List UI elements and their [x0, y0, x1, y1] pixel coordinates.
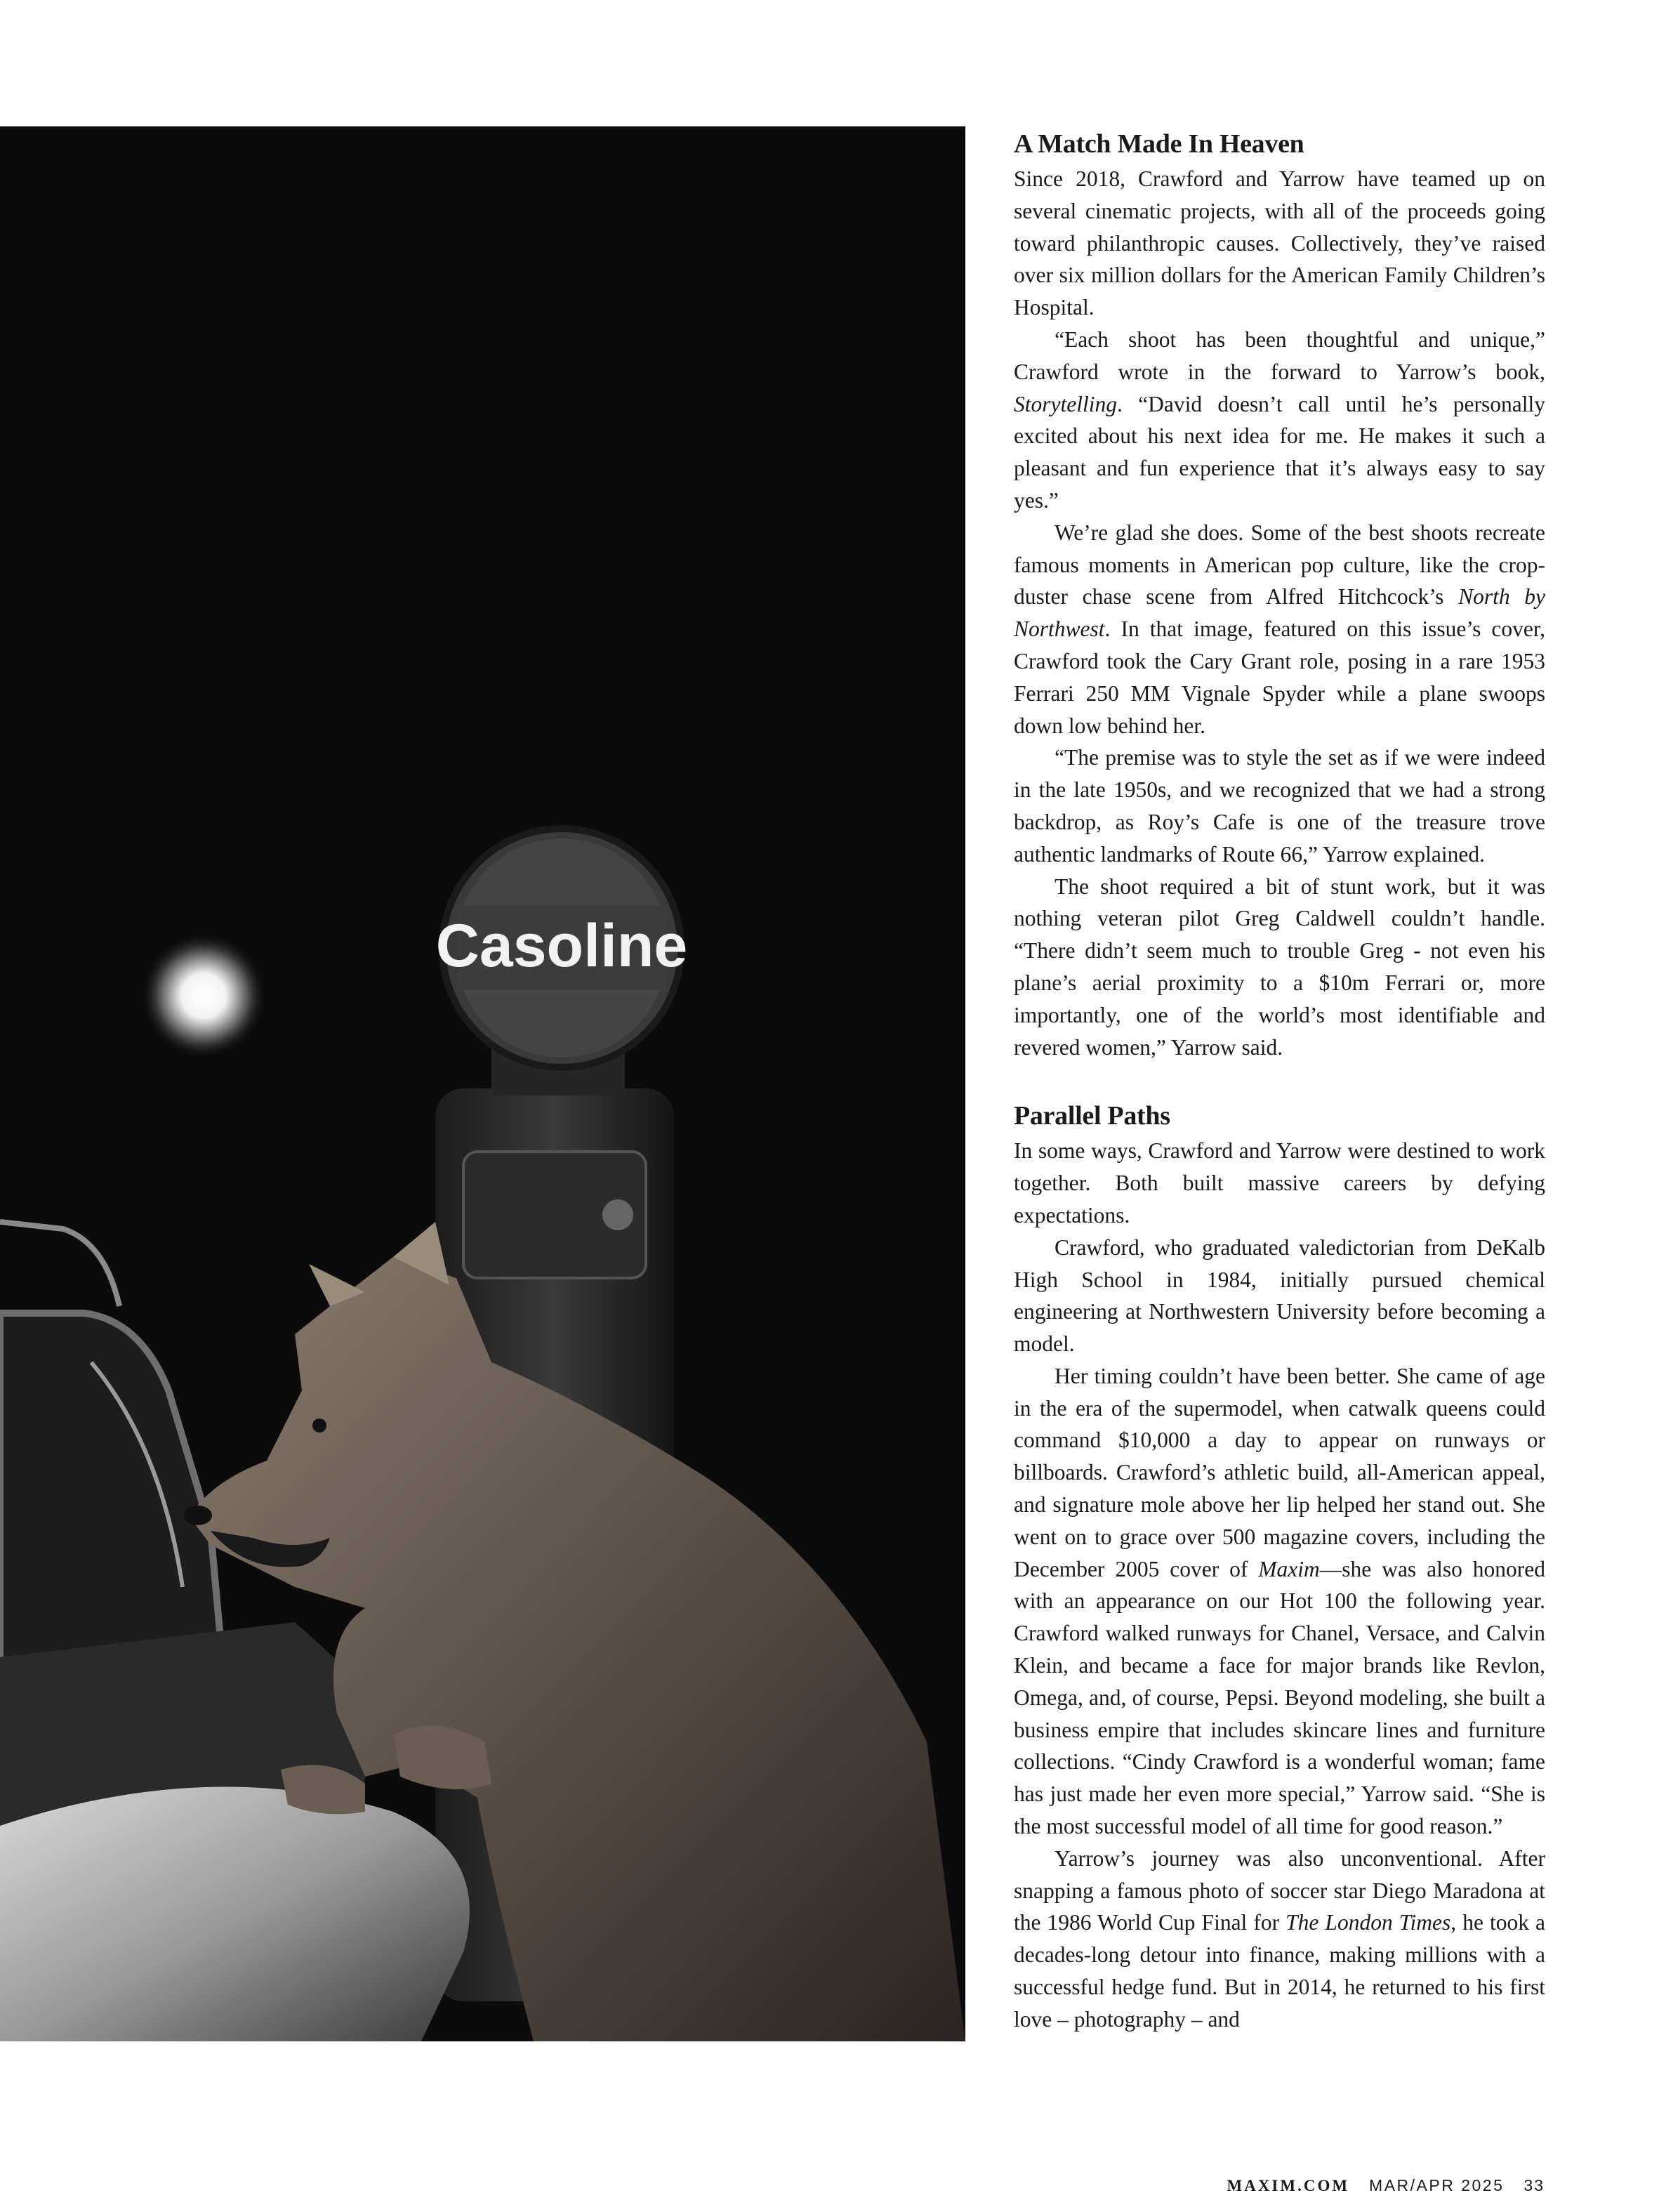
paragraph: Her timing couldn’t have been better. She came of age in the era of the supermodel, when catwalk queens could command $10,000 a day to appear on runways or billboards. Crawford’s athletic build, all-American appeal, and signature mole above her lip helped her stand out. She went on to grace over 500 magazine covers, including the December 2005 cover of Maxim—she was also honored with an appearance on our Hot 100 the following year. Crawford walked runways for Chanel, Versace, and Calvin Klein, and became a face for major brands like Revlon, Omega, and, of course, Pepsi. Beyond modeling, she built a business empire that includes skincare lines and furniture collections. “Cindy Crawford is a wonderful woman; fame has just made her even more special,” Yarrow said. “She is the most successful model of all time for good reason.”: [1014, 1363, 1545, 1839]
film-title: North by Northwest: [1014, 584, 1545, 642]
paragraph: In some ways, Crawford and Yarrow were destined to work together. Both built massive careers by defying expectations.: [1014, 1138, 1545, 1227]
newspaper-title: The London Times: [1285, 1910, 1451, 1935]
page-footer: [1123, 2171, 1545, 2199]
page-number: 33: [1523, 2176, 1545, 2194]
paragraph: “The premise was to style the set as if we were indeed in the late 1950s, and we recognized that we had a strong backdrop, as Roy’s Cafe is one of the treasure trove authentic landmarks of Route 66,” Yarrow explained.: [1014, 745, 1545, 867]
issue-date: MAR/APR 2025: [1369, 2176, 1505, 2194]
paragraph: Yarrow’s journey was also unconventional. After snapping a famous photo of soccer star Diego Maradona at the 1986 World Cup Final for The London Times, he took a decades-long detour into finance, making millions with a successful hedge fund. But in 2014, he returned to his first love – photography – and: [1014, 1845, 1546, 2032]
paragraph: “Each shoot has been thoughtful and unique,” Crawford wrote in the forward to Yarrow’s book, Storytelling. “David doesn’t call until he’s personally excited about his next idea for me. He makes it such a pleasant and fun experience that it’s always easy to say yes.”: [1014, 327, 1545, 513]
light-glow: [140, 933, 267, 1059]
section-heading: Parallel Paths: [1014, 1101, 1170, 1131]
paragraph: Crawford, who graduated valedictorian from DeKalb High School in 1984, initially pursued chemical engineering at Northwestern University before becoming a model.: [1014, 1235, 1545, 1357]
magazine-title: Maxim: [1258, 1556, 1320, 1581]
article-photo: [0, 126, 965, 2041]
paragraph: We’re glad she does. Some of the best shoots recreate famous moments in American pop culture, like the crop-duster chase scene from Alfred Hitchcock’s North by Northwest. In that image, featured on this issue’s cover, Crawford took the Cary Grant role, posing in a rare 1953 Ferrari 250 MM Vignale Spyder while a plane swoops down low behind her.: [1014, 520, 1545, 738]
book-title: Storytelling: [1014, 391, 1117, 416]
sign-text: Casoline: [435, 912, 688, 980]
paragraph: The shoot required a bit of stunt work, but it was nothing veteran pilot Greg Caldwell couldn’t handle. “There didn’t seem much to trouble Greg - not even his plane’s aerial proximity to a $10m Ferrari or, more importantly, one of the world’s most identifiable and revered women,” Yarrow said.: [1014, 874, 1545, 1060]
wolf-gas-station-photo: [0, 126, 965, 2041]
section-heading: A Match Made In Heaven: [1014, 129, 1304, 159]
gasoline-sign: [436, 829, 687, 1067]
paragraph: Since 2018, Crawford and Yarrow have teamed up on several cinematic projects, with all of the proceeds going toward philanthropic causes. Collectively, they’ve raised over six million dollars for the American Family Children’s Hospital.: [1014, 166, 1545, 320]
article-column: [1014, 128, 1545, 2036]
site-name: MAXIM.COM: [1227, 2177, 1350, 2194]
